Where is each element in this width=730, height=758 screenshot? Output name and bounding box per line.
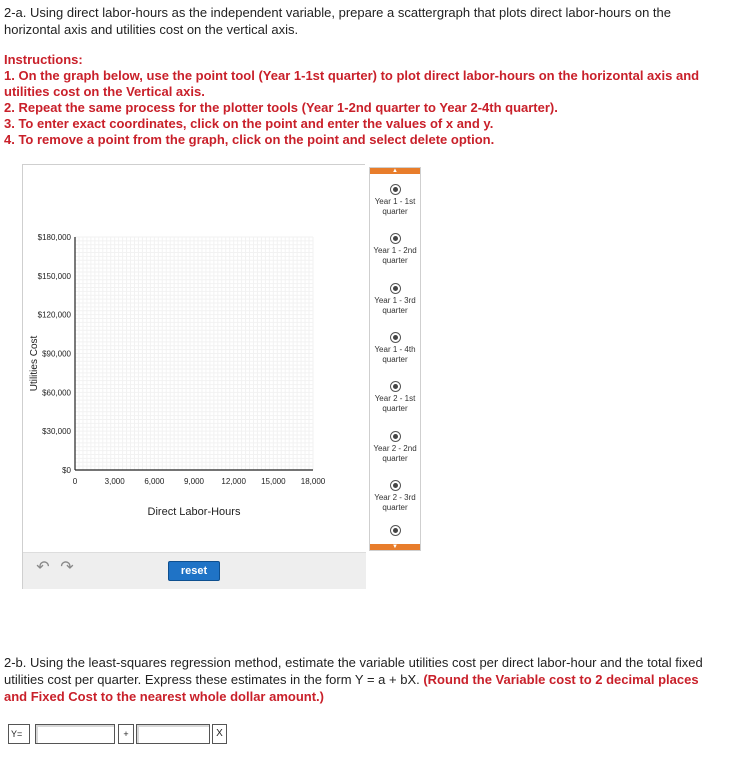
instruction-item: 2. Repeat the same process for the plotter tools (Year 1-2nd quarter to Year 2-4th quarter). <box>4 100 558 115</box>
point-tool-icon <box>390 381 401 392</box>
tool-label: Year 2 - 3rd quarter <box>374 493 416 512</box>
tool-label: Year 1 - 4th quarter <box>374 345 416 364</box>
tool-year1-q4[interactable] <box>370 324 420 373</box>
point-tool-icon <box>390 332 401 343</box>
variable-cost-input[interactable] <box>136 724 210 744</box>
plus-label: + <box>118 724 134 744</box>
question-2b-text: 2-b. Using the least-squares regression method, estimate the variable utilities cost per direct labor-hour and the total fixed utilities cost per quarter. Express these estimates in the form Y = a + bX. <box>4 655 703 687</box>
point-tool-icon <box>390 525 401 536</box>
x-axis-label: Direct Labor-Hours <box>147 506 241 518</box>
x-tick-label: 18,000 <box>300 477 326 486</box>
scroll-up-button[interactable] <box>370 168 420 174</box>
point-tool-icon <box>390 431 401 442</box>
plot-area[interactable] <box>23 165 366 552</box>
x-label: X <box>212 724 227 744</box>
tool-year2-q2[interactable] <box>370 423 420 472</box>
question-2b <box>4 654 704 705</box>
y-tick-label: $120,000 <box>37 310 71 320</box>
tool-label: Year 2 - 1st quarter <box>374 394 416 413</box>
redo-icon[interactable]: ↷ <box>60 559 74 576</box>
y-tick-label: $150,000 <box>37 271 71 281</box>
tool-year2-q3[interactable] <box>370 472 420 521</box>
plotter-toolbar <box>23 552 366 589</box>
y-tick-label: $0 <box>62 466 71 475</box>
rounding-note: (Round the Variable cost to 2 decimal places and Fixed Cost to the nearest whole dollar amount.) <box>4 672 699 704</box>
question-2a: 2-a. Using direct labor-hours as the independent variable, prepare a scattergraph that plots direct labor-hours on the horizontal axis and utilities cost on the vertical axis. <box>4 5 671 37</box>
y-tick-label: $180,000 <box>37 233 71 242</box>
x-tick-label: 6,000 <box>144 477 165 486</box>
x-tick-label: 0 <box>72 477 78 486</box>
answer-row <box>8 724 228 744</box>
point-tool-icon <box>390 283 401 294</box>
tool-label: Year 1 - 2nd quarter <box>373 246 417 265</box>
y-equals-label: Y= <box>8 724 30 744</box>
tool-year2-q1[interactable] <box>370 373 420 422</box>
point-tool-icon <box>390 184 401 195</box>
scatter-chart[interactable] <box>23 165 366 552</box>
x-tick-label: 12,000 <box>221 477 246 486</box>
tool-year1-q1[interactable] <box>370 176 420 225</box>
instruction-item: 1. On the graph below, use the point tool (Year 1-1st quarter) to plot direct labor-hours on the horizontal axis and utilities cost on the Vertical axis. <box>4 68 700 99</box>
tool-label: Year 1 - 3rd quarter <box>374 296 416 315</box>
instruction-item: 4. To remove a point from the graph, click on the point and select delete option. <box>4 132 495 147</box>
scroll-down-button[interactable] <box>370 544 420 550</box>
instruction-item: 3. To enter exact coordinates, click on the point and enter the values of x and y. <box>4 116 494 131</box>
reset-button[interactable]: reset <box>168 561 220 581</box>
x-tick-label: 15,000 <box>261 477 286 486</box>
tool-panel <box>369 167 421 551</box>
tool-label: Year 1 - 1st quarter <box>374 197 416 216</box>
x-tick-label: 3,000 <box>104 477 125 486</box>
x-tick-label: 9,000 <box>183 477 205 486</box>
tool-year1-q3[interactable] <box>370 275 420 324</box>
instructions-title: Instructions: <box>4 52 83 67</box>
y-axis-label: Utilities Cost <box>29 335 40 392</box>
point-tool-icon <box>390 480 401 491</box>
y-tick-label: $60,000 <box>42 388 71 398</box>
graph-plotter <box>22 164 365 589</box>
fixed-cost-input[interactable] <box>35 724 115 744</box>
instructions <box>4 52 714 148</box>
y-tick-label: $30,000 <box>42 427 71 437</box>
tool-year1-q2[interactable] <box>370 225 420 274</box>
y-tick-label: $90,000 <box>42 349 71 359</box>
chevron-down-icon: ▼ <box>392 544 398 550</box>
chevron-up-icon: ▲ <box>392 168 398 174</box>
point-tool-icon <box>390 233 401 244</box>
tool-label: Year 2 - 2nd quarter <box>373 444 417 463</box>
undo-icon[interactable]: ↶ <box>36 559 50 576</box>
tool-year2-q4[interactable] <box>370 517 420 545</box>
